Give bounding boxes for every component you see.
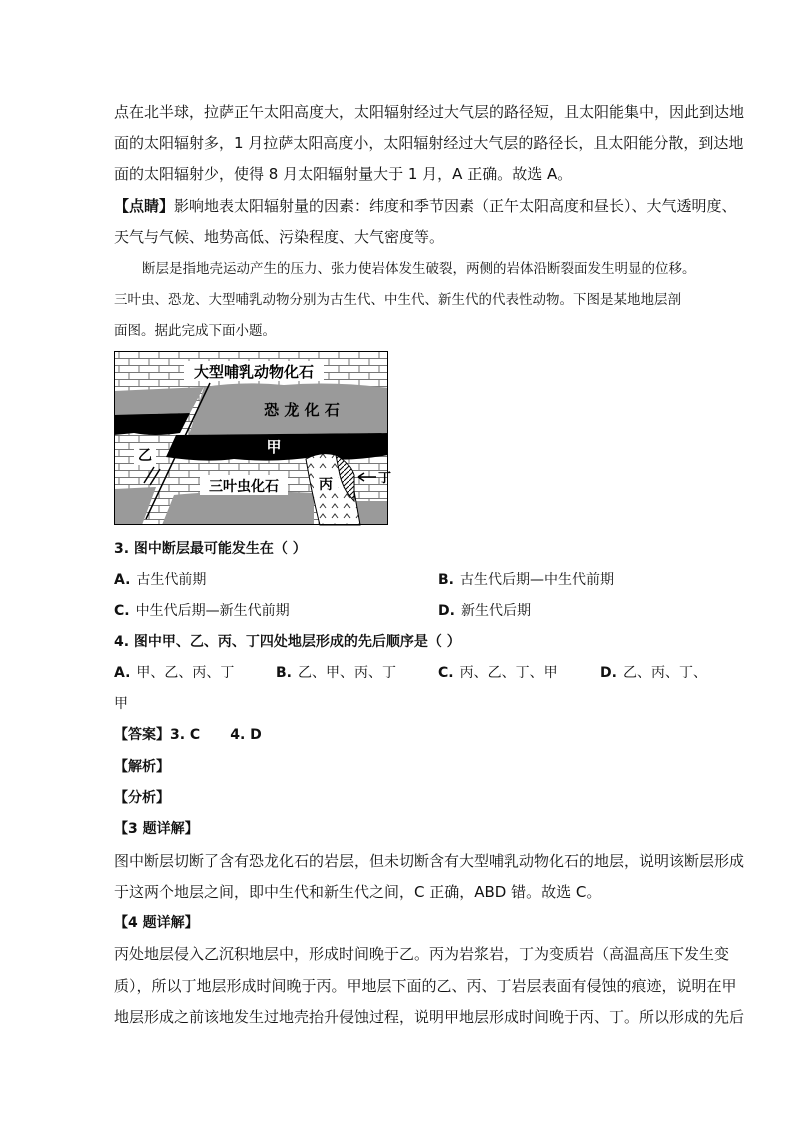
option-text: 古生代后期—中生代前期 <box>460 572 614 588</box>
q3-option-a <box>114 570 206 590</box>
option-text: 新生代后期 <box>460 603 531 619</box>
option-key: A. <box>114 572 131 588</box>
q4-detail-line-2: 质），所以丁地层形成时间晚于丙。甲地层下面的乙、丙、丁岩层表面有侵蚀的痕迹，说明在甲 <box>114 977 737 995</box>
q4-option-d <box>600 663 707 683</box>
q3-stem: 3. 图中断层最可能发生在（ ） <box>114 541 307 557</box>
option-text: 甲、乙、丙、丁 <box>136 665 235 681</box>
dianjing-text-1: 影响地表太阳辐射量的因素：纬度和季节因素（正午太阳高度和昼长）、大气透明度、 <box>174 197 737 215</box>
jiexi-heading: 【解析】 <box>114 759 170 775</box>
material-line-3: 面图。据此完成下面小题。 <box>114 323 276 339</box>
left-black-band <box>114 413 190 435</box>
strata-cross-section-figure <box>114 351 392 525</box>
dianjing-line-2: 天气与气候、地势高低、污染程度、大气密度等。 <box>114 228 445 246</box>
option-key: C. <box>114 603 130 619</box>
label-bing: 丙 <box>319 477 333 493</box>
label-trilobite: 三叶虫化石 <box>209 479 279 495</box>
label-dinosaur: 恐 龙 化 石 <box>264 401 340 419</box>
option-text: 乙、甲、丙、丁 <box>298 665 396 681</box>
option-key: B. <box>276 665 292 681</box>
label-mammal: 大型哺乳动物化石 <box>193 363 315 381</box>
option-key: D. <box>438 603 455 619</box>
dianjing-line-1 <box>114 196 737 216</box>
q4-option-b <box>276 663 396 683</box>
q4-stem: 4. 图中甲、乙、丙、丁四处地层形成的先后顺序是（ ） <box>114 634 461 650</box>
answer-4: 4. D <box>230 727 262 743</box>
label-ding: 丁 <box>378 471 392 486</box>
q4-option-d-wrap: 甲 <box>114 696 128 712</box>
intro-line-2: 面的太阳辐射多，1 月拉萨太阳高度小，太阳辐射经过大气层的路径长，且太阳能分散，到达地 <box>114 134 744 152</box>
q3-option-b <box>438 570 614 590</box>
q4-option-a <box>114 663 234 683</box>
dianjing-tag: 【点睛】 <box>114 197 175 215</box>
fenxi-heading: 【分析】 <box>114 790 170 806</box>
label-jia: 甲 <box>266 438 282 456</box>
option-text: 古生代前期 <box>136 572 207 588</box>
q4-detail-heading: 【4 题详解】 <box>114 915 199 931</box>
answer-3: 3. C <box>170 727 201 743</box>
q3-detail-heading: 【3 题详解】 <box>114 821 199 837</box>
option-text: 丙、乙、丁、甲 <box>459 665 558 681</box>
option-key: D. <box>600 665 617 681</box>
bottom-grey-band <box>162 491 314 525</box>
q4-option-c <box>438 663 558 683</box>
q3-detail-line-2: 于这两个地层之间，即中生代和新生代之间，C 正确，ABD 错。故选 C。 <box>114 883 602 901</box>
q4-detail-line-1: 丙处地层侵入乙沉积地层中，形成时间晚于乙。丙为岩浆岩，丁为变质岩（高温高压下发生变 <box>114 945 730 963</box>
option-text: 乙、丙、丁、 <box>622 665 707 681</box>
answer-line <box>114 725 262 745</box>
label-yi: 乙 <box>138 448 152 464</box>
intro-line-1: 点在北半球，拉萨正午太阳高度大，太阳辐射经过大气层的路径短，且太阳能集中，因此到达地 <box>114 103 745 121</box>
q3-option-d <box>438 601 531 621</box>
q3-option-c <box>114 601 290 621</box>
q3-detail-line-1: 图中断层切断了含有恐龙化石的岩层，但未切断含有大型哺乳动物化石的地层，说明该断层形成 <box>114 852 745 870</box>
material-line-1: 断层是指地壳运动产生的压力、张力使岩体发生破裂，两侧的岩体沿断裂面发生明显的位移。 <box>142 261 696 277</box>
answer-tag: 【答案】 <box>114 727 170 743</box>
q4-detail-line-3: 地层形成之前该地发生过地壳抬升侵蚀过程，说明甲地层形成时间晚于丙、丁。所以形成的先后 <box>114 1008 745 1026</box>
option-key: B. <box>438 572 454 588</box>
option-key: C. <box>438 665 454 681</box>
left-grey-band <box>114 387 204 415</box>
option-text: 中生代后期—新生代前期 <box>135 603 290 619</box>
option-key: A. <box>114 665 131 681</box>
material-line-2: 三叶虫、恐龙、大型哺乳动物分别为古生代、中生代、新生代的代表性动物。下图是某地地层剖 <box>114 292 681 308</box>
intro-line-3: 面的太阳辐射少，使得 8 月太阳辐射量大于 1 月，A 正确。故选 A。 <box>114 165 573 183</box>
